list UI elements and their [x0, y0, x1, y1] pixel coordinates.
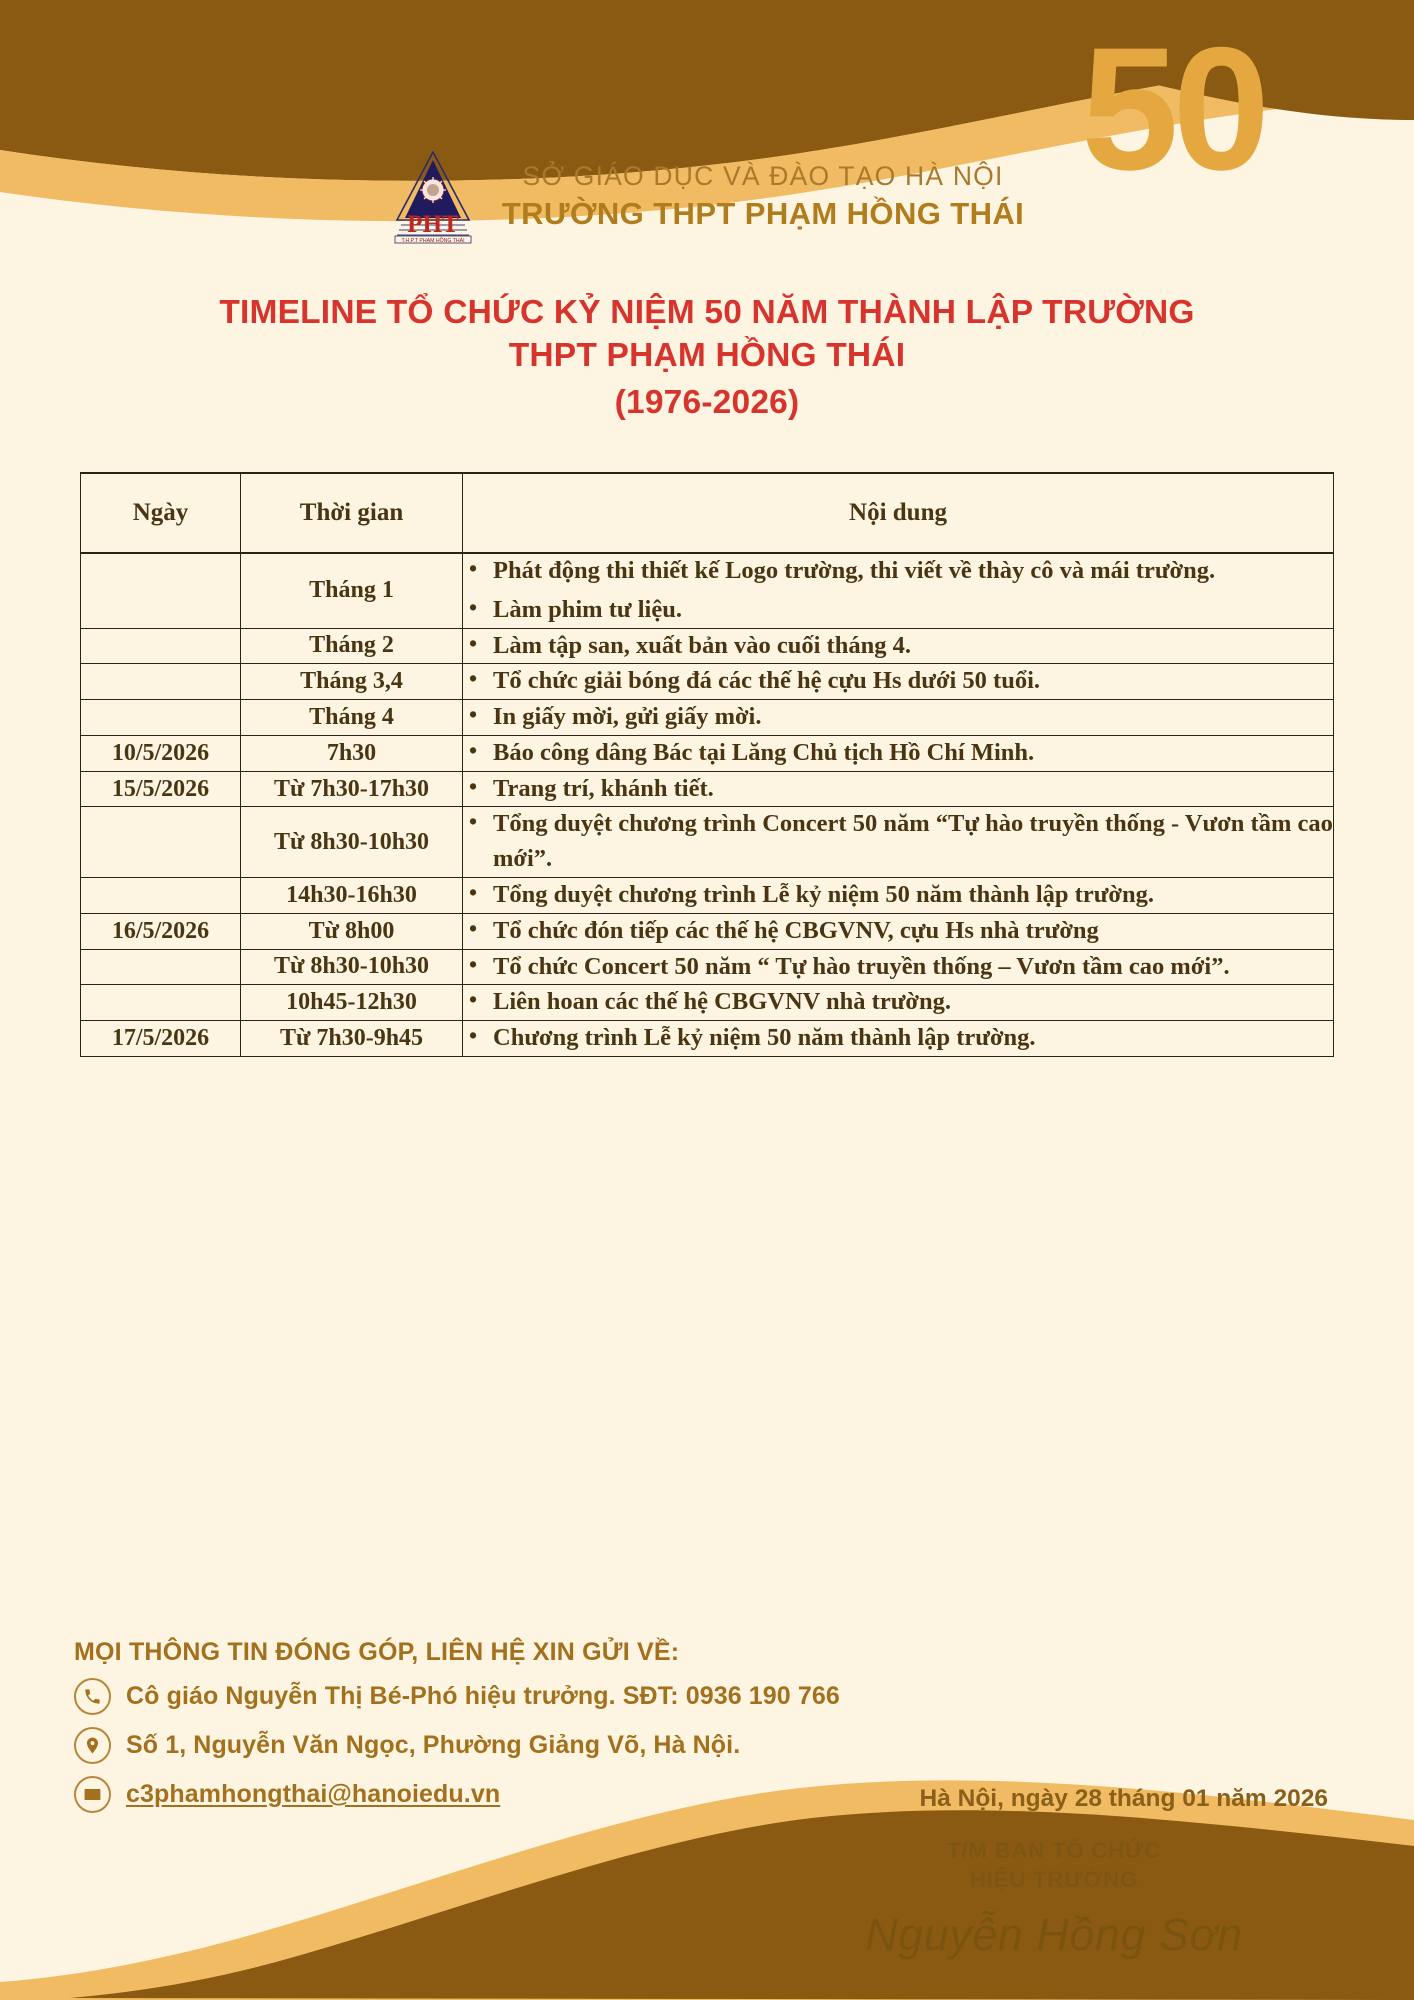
contact-heading: MỌI THÔNG TIN ĐÓNG GÓP, LIÊN HỆ XIN GỬI VỀ: — [74, 1638, 680, 1666]
school-header — [0, 148, 1414, 244]
table-header — [81, 473, 1334, 553]
location-pin-icon — [74, 1727, 111, 1764]
content-list-item: • Tổng duyệt chương trình Concert 50 năm “Tự hào truyền thống - Vươn tầm cao mới”. — [463, 807, 1333, 877]
cell-date — [81, 553, 241, 628]
content-list — [463, 772, 1333, 807]
logo-initials-text: PHT — [407, 211, 459, 238]
column-header-content: Nội dung — [463, 473, 1334, 553]
column-header-time: Thời gian — [241, 473, 463, 553]
content-list — [463, 807, 1333, 877]
cell-date — [81, 664, 241, 700]
cell-date: 17/5/2026 — [81, 1021, 241, 1057]
content-list-item: • Chương trình Lễ kỷ niệm 50 năm thành lập trường. — [463, 1021, 1333, 1056]
cell-time: Tháng 1 — [241, 553, 463, 628]
page-title-line-1: TIMELINE TỔ CHỨC KỶ NIỆM 50 NĂM THÀNH LẬP TRƯỜNG — [219, 294, 1195, 331]
cell-content — [463, 913, 1334, 949]
table-row — [81, 807, 1334, 878]
content-list-item: • Làm phim tư liệu. — [463, 593, 1333, 628]
table-row — [81, 913, 1334, 949]
content-list — [463, 629, 1333, 664]
content-list-item: • Tổng duyệt chương trình Lễ kỷ niệm 50 năm thành lập trường. — [463, 878, 1333, 913]
school-logo — [390, 148, 476, 244]
cell-time: 14h30-16h30 — [241, 878, 463, 914]
phone-icon-svg — [83, 1687, 102, 1706]
table-row — [81, 985, 1334, 1021]
cell-date — [81, 949, 241, 985]
contact-row-phone — [74, 1678, 840, 1715]
contact-block — [74, 1638, 840, 1825]
content-list — [463, 985, 1333, 1020]
cell-time: Từ 8h00 — [241, 913, 463, 949]
cell-date — [81, 628, 241, 664]
content-list-item: • Liên hoan các thế hệ CBGVNV nhà trường. — [463, 985, 1333, 1020]
cell-time: Tháng 3,4 — [241, 664, 463, 700]
cell-content — [463, 553, 1334, 628]
phone-icon — [74, 1678, 111, 1715]
table-row — [81, 664, 1334, 700]
cell-date — [81, 807, 241, 878]
table-header-row — [81, 473, 1334, 553]
cell-content — [463, 1021, 1334, 1057]
cell-time: 7h30 — [241, 735, 463, 771]
content-list — [463, 950, 1333, 985]
department-name: SỞ GIÁO DỤC VÀ ĐÀO TẠO HÀ NỘI — [522, 160, 1004, 191]
cell-date: 15/5/2026 — [81, 771, 241, 807]
table-row — [81, 771, 1334, 807]
content-list — [463, 664, 1333, 699]
cell-content — [463, 985, 1334, 1021]
school-name-block — [502, 161, 1024, 232]
table-row — [81, 1021, 1334, 1057]
cell-date — [81, 985, 241, 1021]
column-header-date: Ngày — [81, 473, 241, 553]
cell-time: Tháng 4 — [241, 700, 463, 736]
contact-row-address — [74, 1727, 840, 1764]
signature-name: Nguyễn Hồng Sơn — [865, 1909, 1243, 1960]
place-and-date: Hà Nội, ngày 28 tháng 01 năm 2026 — [919, 1785, 1328, 1812]
page-title-line-2: THPT PHẠM HỒNG THÁI — [508, 336, 906, 374]
table-row — [81, 553, 1334, 628]
cell-content — [463, 700, 1334, 736]
table-row — [81, 878, 1334, 914]
contact-row-email — [74, 1776, 840, 1813]
content-list-item: • Phát động thi thiết kế Logo trường, thi viết về thày cô và mái trường. — [463, 554, 1333, 589]
envelope-icon-svg — [83, 1785, 102, 1804]
signature-role-line: HIỆU TRƯỞNG — [969, 1867, 1139, 1892]
content-list-item: • Tổ chức Concert 50 năm “ Tự hào truyền thống – Vươn tầm cao mới”. — [463, 950, 1333, 985]
signature-block — [754, 1838, 1354, 1961]
content-list-item: • Trang trí, khánh tiết. — [463, 772, 1333, 807]
cell-content — [463, 878, 1334, 914]
table-row — [81, 628, 1334, 664]
cell-content — [463, 664, 1334, 700]
location-pin-icon-svg — [83, 1736, 102, 1755]
page-title-line-3: (1976-2026) — [614, 383, 800, 421]
cell-time: 10h45-12h30 — [241, 985, 463, 1021]
cell-content — [463, 771, 1334, 807]
content-list-item: • In giấy mời, gửi giấy mời. — [463, 700, 1333, 735]
cell-time: Từ 7h30-9h45 — [241, 1021, 463, 1057]
table-body — [81, 553, 1334, 1056]
table-row — [81, 949, 1334, 985]
envelope-icon — [74, 1776, 111, 1813]
cell-time: Từ 8h30-10h30 — [241, 949, 463, 985]
cell-content — [463, 949, 1334, 985]
timeline-table — [80, 472, 1334, 1057]
content-list — [463, 914, 1333, 949]
page-title — [0, 292, 1414, 425]
cell-date: 10/5/2026 — [81, 735, 241, 771]
content-list-item: • Tổ chức đón tiếp các thế hệ CBGVNV, cựu Hs nhà trường — [463, 914, 1333, 949]
content-list-item: • Tổ chức giải bóng đá các thế hệ cựu Hs dưới 50 tuổi. — [463, 664, 1333, 699]
cell-content — [463, 735, 1334, 771]
school-name: TRƯỜNG THPT PHẠM HỒNG THÁI — [501, 195, 1025, 231]
cell-time: Từ 7h30-17h30 — [241, 771, 463, 807]
cell-content — [463, 807, 1334, 878]
content-list-item: • Báo công dâng Bác tại Lăng Chủ tịch Hồ Chí Minh. — [463, 736, 1333, 771]
cell-time: Từ 8h30-10h30 — [241, 807, 463, 878]
anniversary-number: 50 — [1081, 12, 1264, 207]
contact-phone-text: Cô giáo Nguyễn Thị Bé-Phó hiệu trưởng. SĐT: 0936 190 766 — [126, 1682, 840, 1710]
content-list — [463, 736, 1333, 771]
school-logo-svg — [390, 148, 476, 244]
logo-caption-text: T.H.P.T PHẠM HỒNG THÁI — [401, 238, 465, 244]
cell-date — [81, 700, 241, 736]
timeline-table-container — [80, 472, 1334, 1057]
content-list — [463, 878, 1333, 913]
table-row — [81, 700, 1334, 736]
contact-address-text: Số 1, Nguyễn Văn Ngọc, Phường Giảng Võ, Hà Nội. — [126, 1731, 741, 1759]
contact-email-link[interactable]: c3phamhongthai@hanoiedu.vn — [126, 1780, 501, 1808]
signature-org-line: T/M BAN TỔ CHỨC — [947, 1838, 1161, 1863]
cell-date: 16/5/2026 — [81, 913, 241, 949]
cell-time: Tháng 2 — [241, 628, 463, 664]
content-list — [463, 1021, 1333, 1056]
content-list — [463, 554, 1333, 628]
cell-content — [463, 628, 1334, 664]
content-list-item: • Làm tập san, xuất bản vào cuối tháng 4. — [463, 629, 1333, 664]
table-row — [81, 735, 1334, 771]
cell-date — [81, 878, 241, 914]
content-list — [463, 700, 1333, 735]
